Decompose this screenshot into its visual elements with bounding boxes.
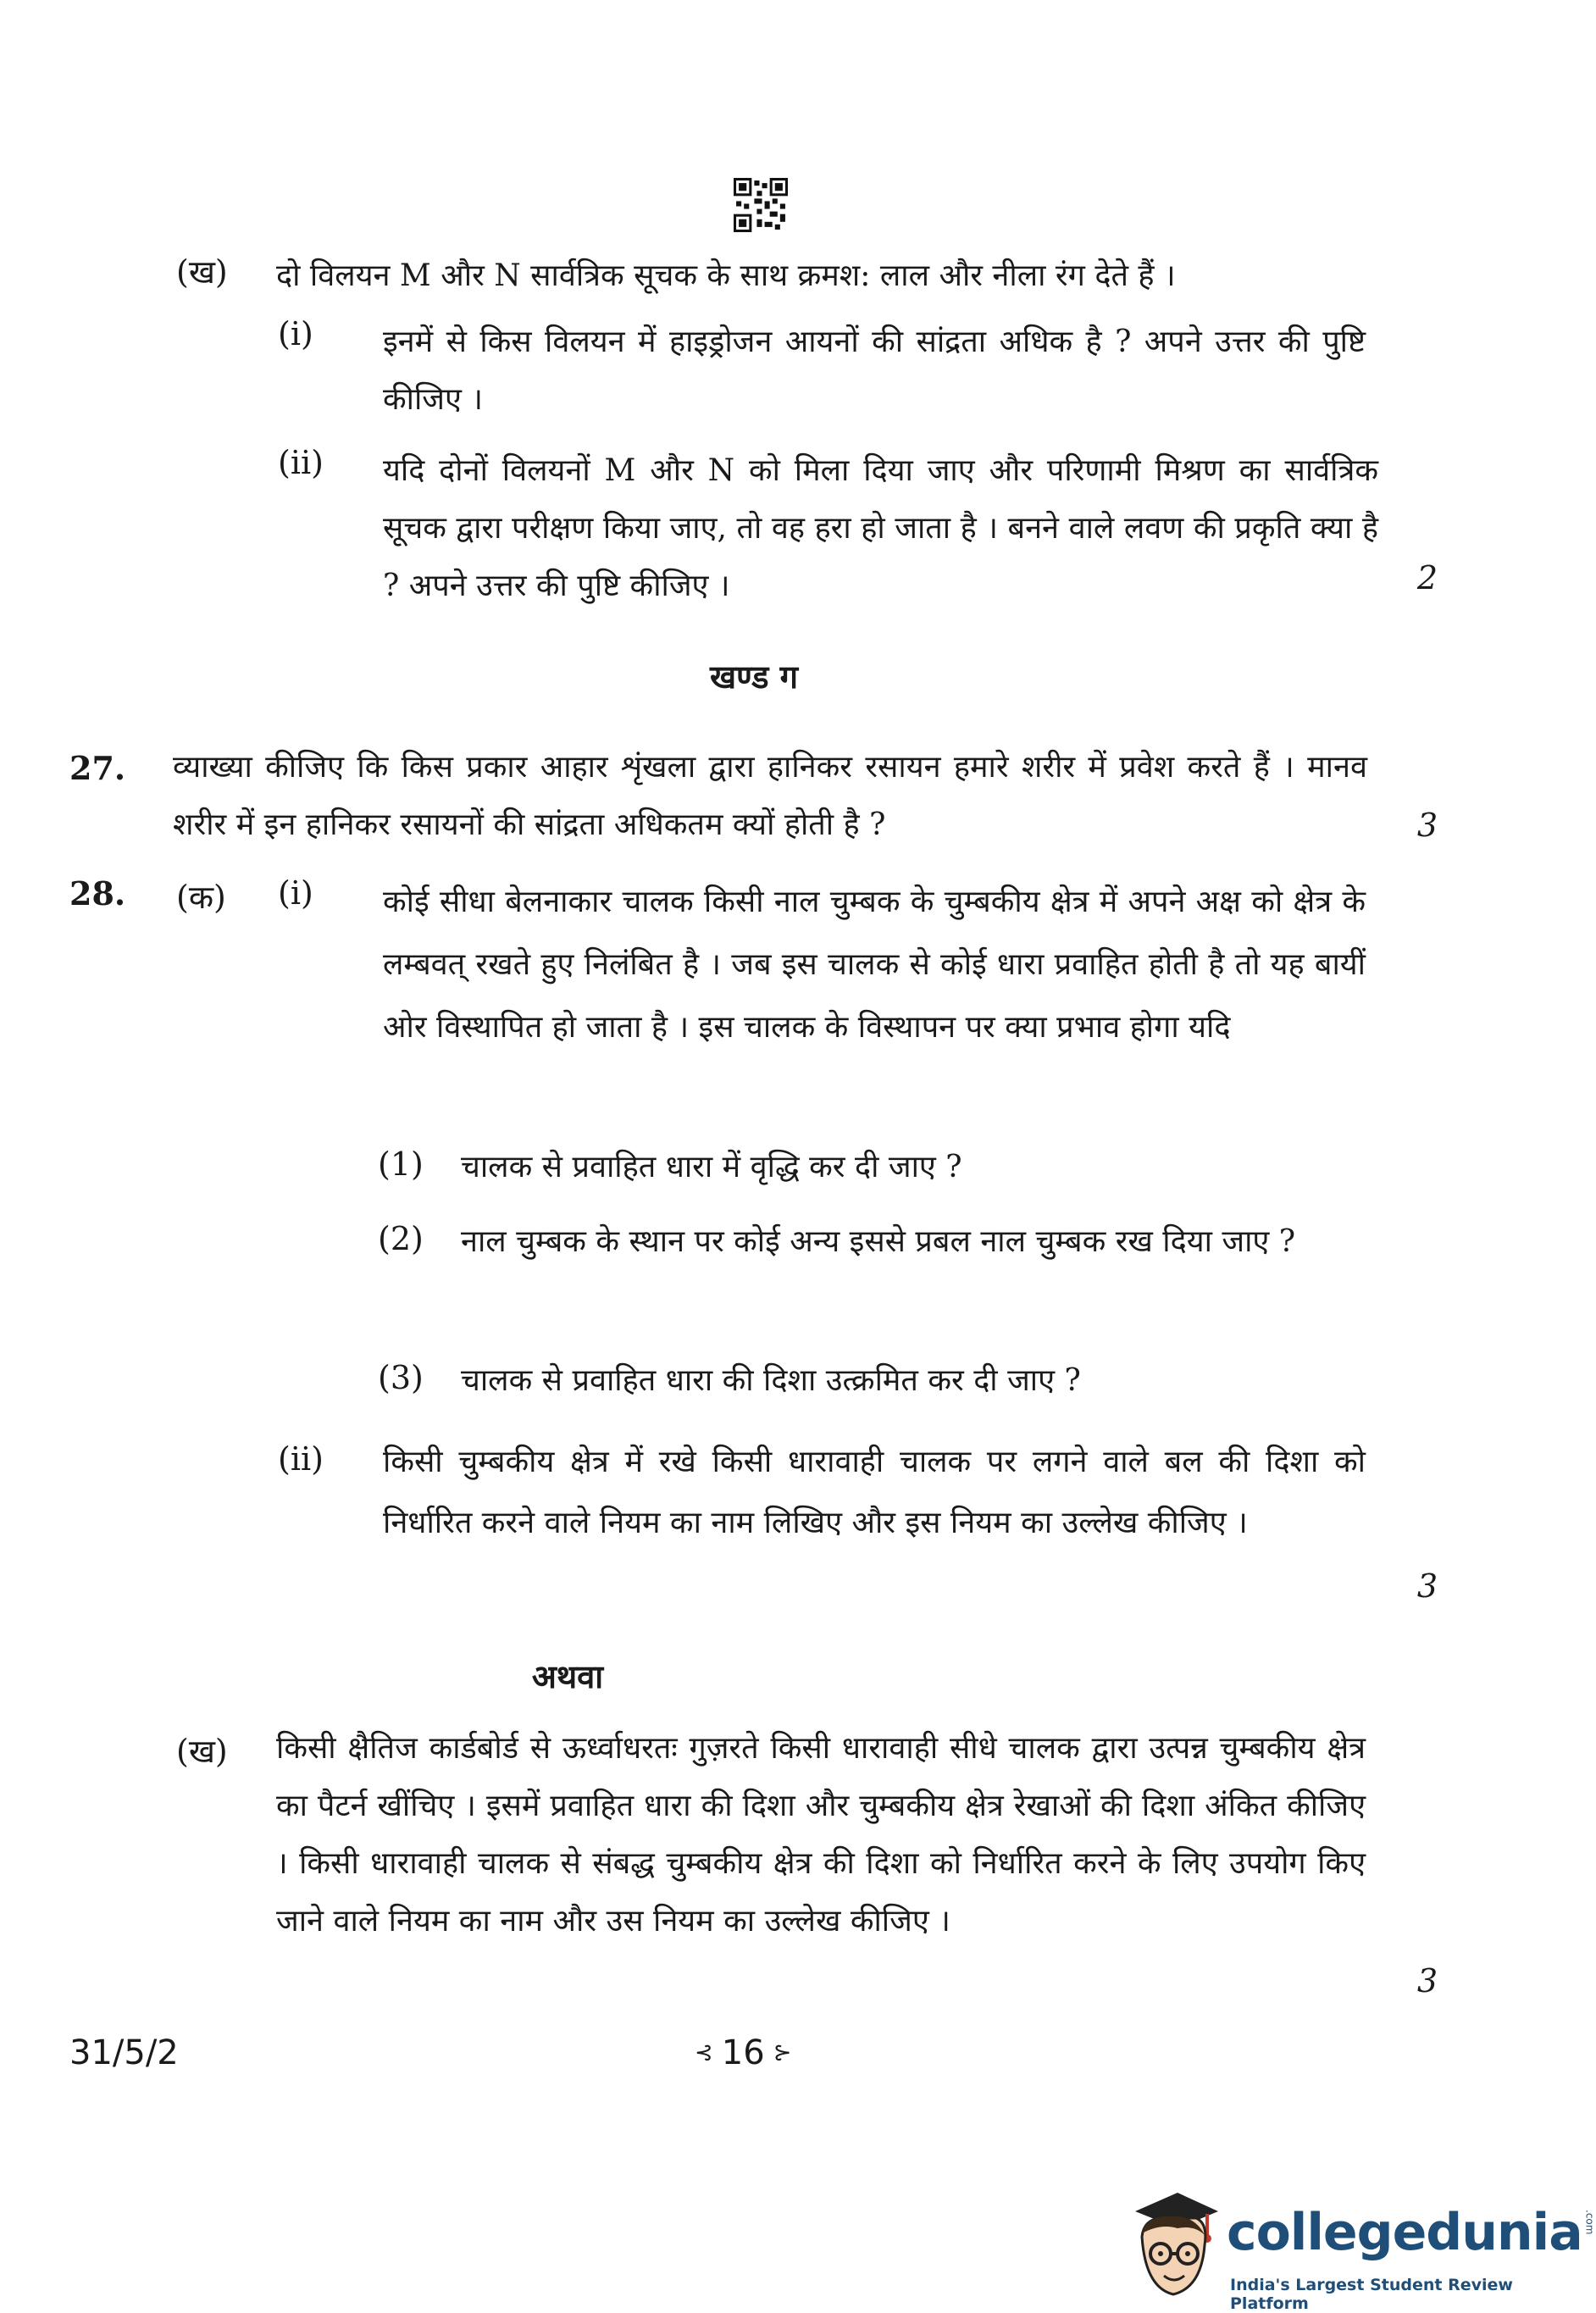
q28-a-marks: 3 [1416, 1567, 1438, 1605]
part-b-i-label: (i) [278, 315, 313, 352]
q27-number: 27. [69, 749, 126, 787]
q28-b-text: किसी क्षैतिज कार्डबोर्ड से ऊर्ध्वाधरतः गुज़रते किसी धारावाही सीधे चालक द्वारा उत्पन्न चुम्बकीय क्षेत्र का पैटर्न खींचिए । इसमें प्रवाहित धारा की दिशा और चुम्बकीय क्षेत्र रेखाओं की दिशा अंकित कीजिए । किसी धारावाही चालक से संबद्ध चुम्बकीय क्षेत्र की दिशा को निर्धारित करने के लिए उपयोग किए जाने वाले नियम का नाम और उस नियम का उल्लेख कीजिए । [276, 1731, 1366, 1939]
mascot-icon [1127, 2186, 1220, 2305]
ornament-right-icon: ⊱ [773, 2040, 792, 2066]
qr-code-icon [734, 178, 788, 232]
brand-name: collegedunia [1227, 2203, 1582, 2262]
brand-wordmark [1227, 2203, 1596, 2262]
q28-sub1-label: (1) [378, 1145, 424, 1183]
q28-b-marks: 3 [1416, 1962, 1438, 2000]
part-b-label: (ख) [176, 253, 228, 291]
q28-sub3-text: चालक से प्रवाहित धारा की दिशा उत्क्रमित कर दी जाए ? [461, 1363, 1081, 1398]
q28-i-label: (i) [278, 874, 313, 912]
part-b-marks: 2 [1416, 559, 1438, 596]
q28-b-label: (ख) [176, 1733, 228, 1770]
q28-ii-label: (ii) [278, 1440, 324, 1478]
section-heading: खण्ड ग [709, 657, 799, 696]
part-b-i-text: इनमें से किस विलयन में हाइड्रोजन आयनों की सांद्रता अधिक है ? अपने उत्तर की पुष्टि कीजिए । [383, 324, 1366, 417]
q28-number: 28. [69, 874, 126, 912]
ornament-left-icon: ⊰ [695, 2040, 713, 2066]
q28-i-text: कोई सीधा बेलनाकार चालक किसी नाल चुम्बक के चुम्बकीय क्षेत्र में अपने अक्ष को क्षेत्र के लम्बवत् रखते हुए निलंबित है । जब इस चालक से कोई धारा प्रवाहित होती है तो यह बायीं ओर विस्थापित हो जाता है । इस चालक के विस्थापन पर क्या प्रभाव होगा यदि [383, 885, 1366, 1045]
paper-code: 31/5/2 [69, 2033, 179, 2072]
page-number-group [695, 2033, 792, 2072]
part-b-ii-label: (ii) [278, 444, 324, 481]
brand-com: .com [1583, 2210, 1596, 2235]
or-label: अथवा [531, 1657, 604, 1695]
page-number: 16 [721, 2033, 765, 2072]
q28-sub2-text: नाल चुम्बक के स्थान पर कोई अन्य इससे प्रबल नाल चुम्बक रख दिया जाए ? [461, 1224, 1296, 1259]
q27-text: व्याख्या कीजिए कि किस प्रकार आहार शृंखला द्वारा हानिकर रसायन हमारे शरीर में प्रवेश करते हैं । मानव शरीर में इन हानिकर रसायनों की सांद्रता अधिकतम क्यों होती है ? [173, 750, 1367, 842]
q28-sub3-label: (3) [378, 1359, 424, 1396]
q28-sub1-text: चालक से प्रवाहित धारा में वृद्धि कर दी जाए ? [461, 1150, 962, 1184]
part-b-ii-text: यदि दोनों विलयनों M और N को मिला दिया जाए और परिणामी मिश्रण का सार्वत्रिक सूचक द्वारा परीक्षण किया जाए, तो वह हरा हो जाता है । बनने वाले लवण की प्रकृति क्या है ? अपने उत्तर की पुष्टि कीजिए । [383, 453, 1378, 603]
q27-marks: 3 [1416, 807, 1438, 844]
q28-sub2-label: (2) [378, 1220, 424, 1257]
brand-tagline: India's Largest Student Review Platform [1230, 2276, 1513, 2313]
q28-ii-text: किसी चुम्बकीय क्षेत्र में रखे किसी धारावाही चालक पर लगने वाले बल की दिशा को निर्धारित करने वाले नियम का नाम लिखिए और इस नियम का उल्लेख कीजिए । [383, 1445, 1366, 1540]
part-b-text: दो विलयन M और N सार्वत्रिक सूचक के साथ क्रमश: लाल और नीला रंग देते हैं । [276, 258, 1176, 293]
q28-a-label: (क) [176, 879, 226, 916]
